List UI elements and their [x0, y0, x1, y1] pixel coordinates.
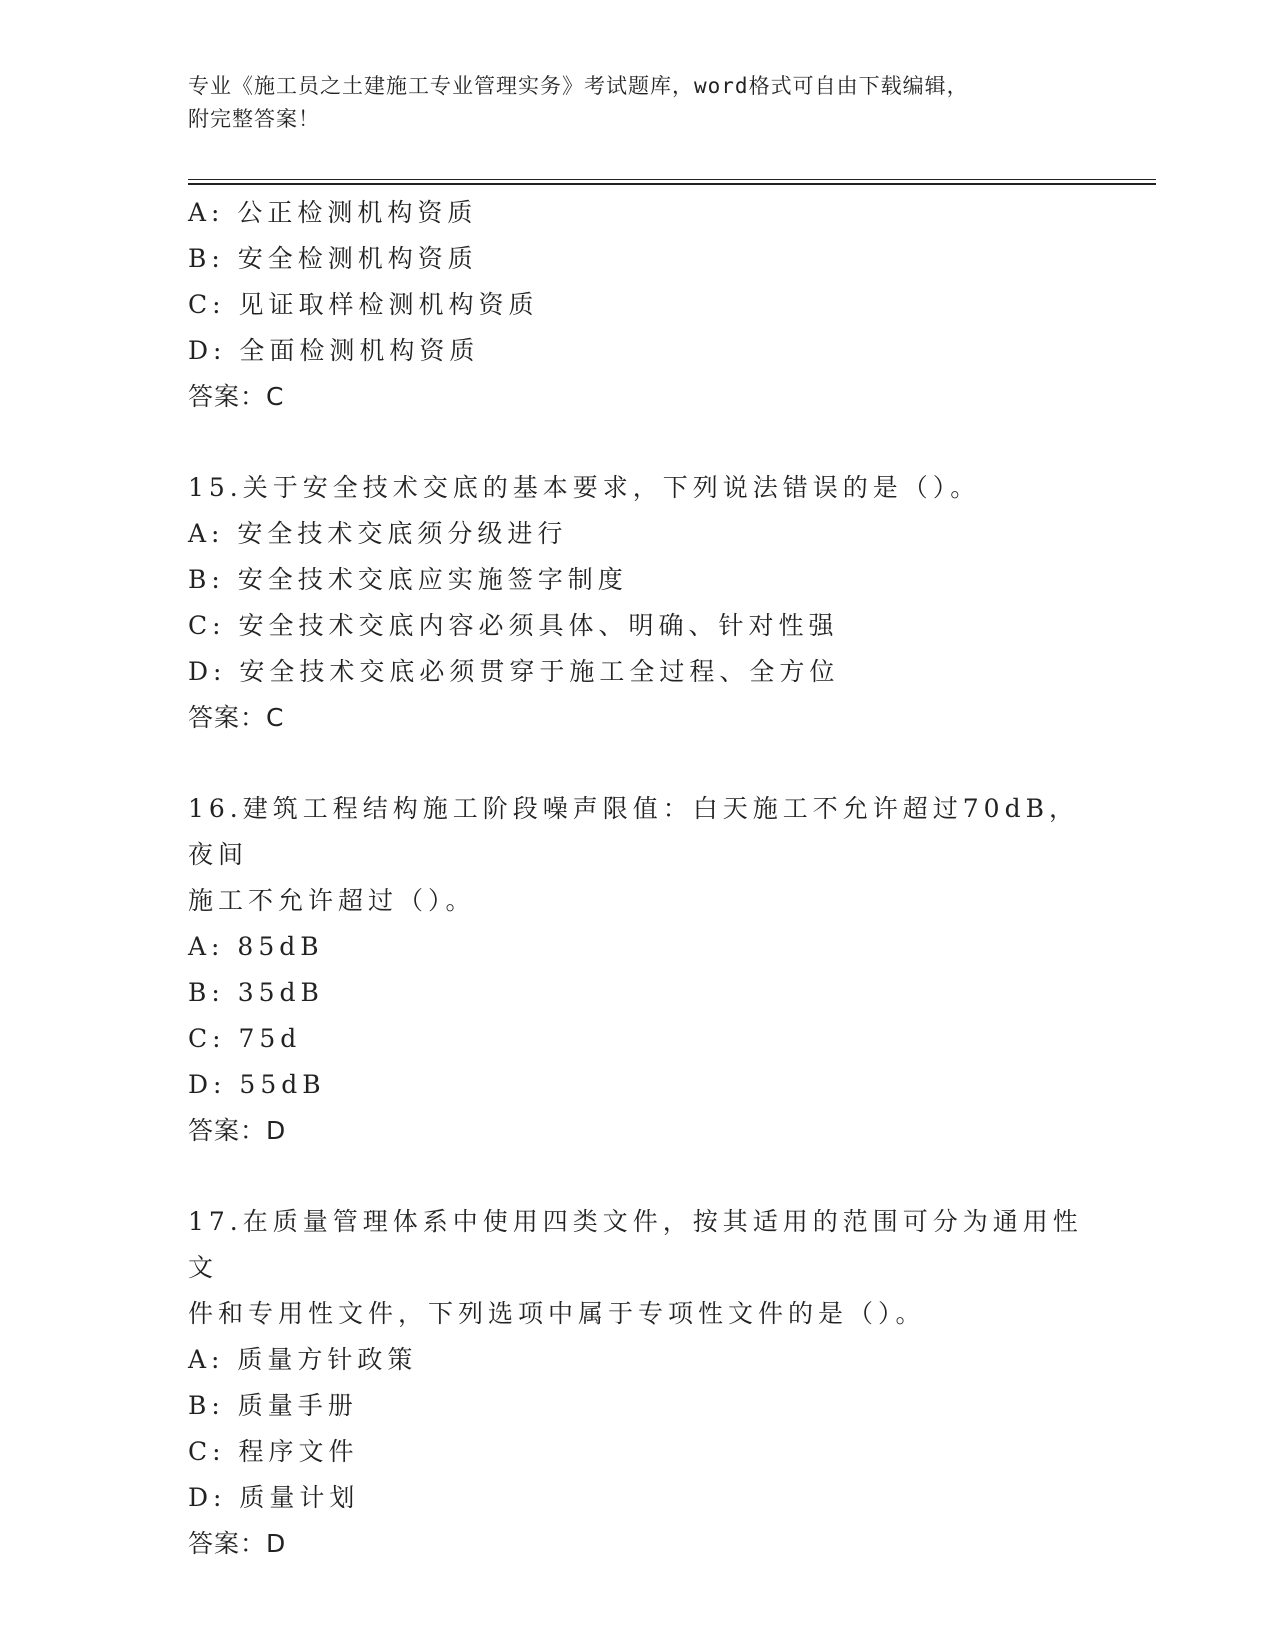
- header-rule-thin: [188, 179, 1156, 180]
- option-c: C: 安全技术交底内容必须具体、明确、针对性强: [188, 611, 839, 640]
- option-b: B: 安全检测机构资质: [188, 244, 478, 273]
- question-stem-line-2: 件和专用性文件，下列选项中属于专项性文件的是（）。: [188, 1299, 926, 1328]
- header-line-2: 附完整答案！: [188, 107, 320, 131]
- option-a: A: 质量方针政策: [188, 1345, 418, 1374]
- option-c: C: 程序文件: [188, 1437, 359, 1466]
- option-a: A: 安全技术交底须分级进行: [188, 519, 568, 548]
- option-d: D: 55dB: [188, 1070, 326, 1099]
- option-a: A: 85dB: [188, 932, 324, 961]
- question-stem: 15.关于安全技术交底的基本要求，下列说法错误的是（）。: [188, 473, 981, 502]
- question-stem-line-1: 17.在质量管理体系中使用四类文件，按其适用的范围可分为通用性文: [188, 1207, 1083, 1282]
- answer: 答案：D: [188, 1529, 287, 1558]
- answer: 答案：D: [188, 1116, 287, 1145]
- option-d: D: 安全技术交底必须贯穿于施工全过程、全方位: [188, 657, 840, 686]
- option-a: A: 公正检测机构资质: [188, 198, 478, 227]
- option-d: D: 质量计划: [188, 1483, 360, 1512]
- option-b: B: 35dB: [188, 978, 324, 1007]
- option-b: B: 安全技术交底应实施签字制度: [188, 565, 628, 594]
- question-14-block: [188, 190, 1088, 420]
- question-17-block: [188, 1199, 1088, 1567]
- question-stem-line-2: 施工不允许超过（）。: [188, 886, 476, 915]
- page-header: [188, 70, 1088, 136]
- answer: 答案：C: [188, 382, 285, 411]
- option-c: C: 见证取样检测机构资质: [188, 290, 539, 319]
- question-16-block: [188, 786, 1088, 1154]
- answer: 答案：C: [188, 703, 285, 732]
- question-list: [188, 190, 1088, 1567]
- option-c: C: 75d: [188, 1024, 302, 1053]
- header-line-1: 专业《施工员之土建施工专业管理实务》考试题库，word格式可自由下载编辑，: [188, 74, 969, 98]
- option-d: D: 全面检测机构资质: [188, 336, 480, 365]
- question-stem-line-1: 16.建筑工程结构施工阶段噪声限值：白天施工不允许超过70dB，夜间: [188, 794, 1079, 869]
- header-rule-thick: [188, 183, 1156, 185]
- question-15-block: [188, 465, 1088, 741]
- option-b: B: 质量手册: [188, 1391, 358, 1420]
